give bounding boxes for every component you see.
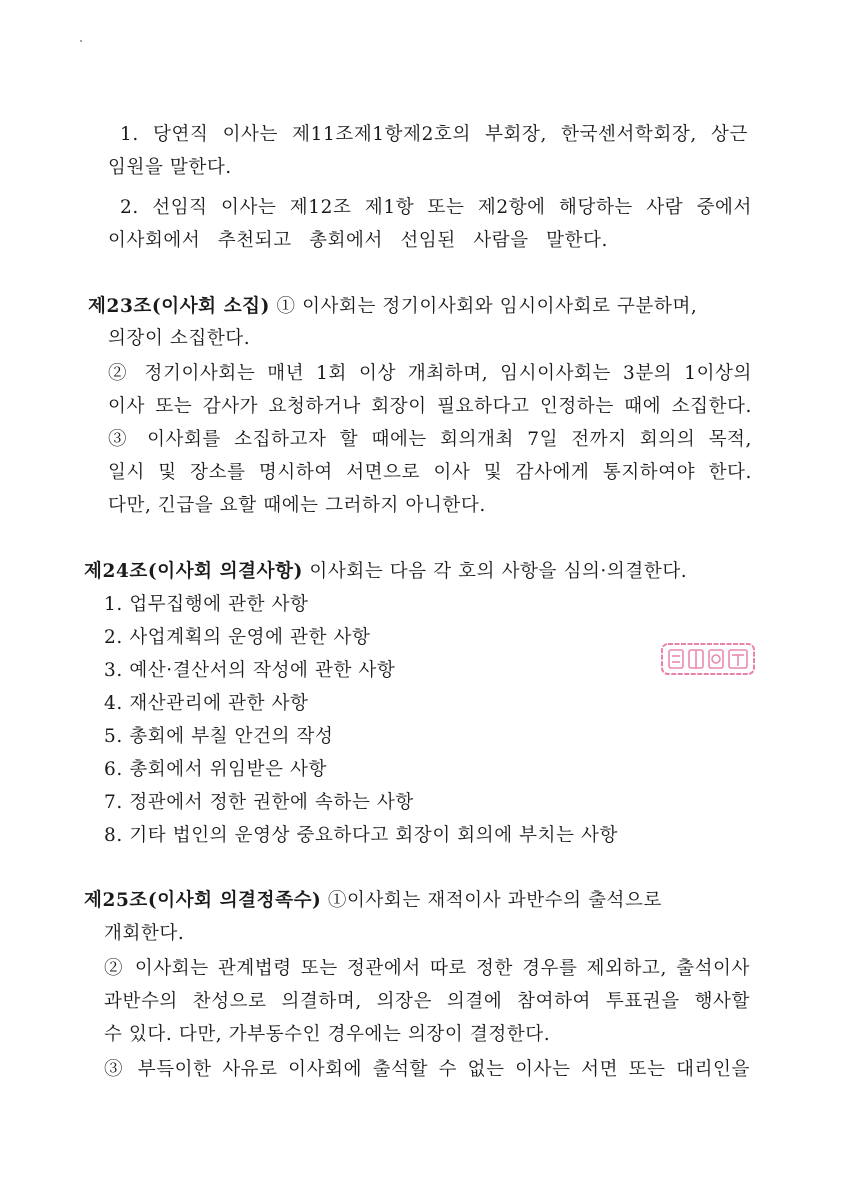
art24-item-8: 8. 기타 법인의 운영상 중요하다고 회장이 회의에 부치는 사항 [104,825,619,846]
art22-item2-line2: 이사회에서 추천되고 총회에서 선임된 사람을 말한다. [108,230,608,251]
art24-heading-line [84,559,687,585]
art24-item-7: 7. 정관에서 정한 권한에 속하는 사항 [104,792,414,813]
seal-stamp [660,642,756,676]
art24-item-5: 5. 총회에 부칠 안건의 작성 [104,726,334,747]
art22-item1-line2: 임원을 말한다. [108,157,232,178]
art24-title: 제24조(이사회 의결사항) [84,561,303,582]
art24-item-6: 6. 총회에서 위임받은 사항 [104,759,328,780]
art25-para3-line1: ③ 부득이한 사유로 이사회에 출석할 수 없는 이사는 서면 또는 대리인을 [104,1059,750,1080]
art25-para2-line3: 수 있다. 다만, 가부동수인 경우에는 의장이 결정한다. [104,1024,551,1045]
art24-item-2: 2. 사업계획의 운영에 관한 사항 [104,627,371,648]
art23-title: 제23조(이사회 소집) [88,296,270,317]
art25-para1-line2: 개회한다. [104,923,185,944]
art23-para3-line2: 일시 및 장소를 명시하여 서면으로 이사 및 감사에게 통지하여야 한다. [108,462,752,483]
scan-speck [80,40,82,42]
art23-para3-line1: ③ 이사회를 소집하고자 할 때에는 회의개최 7일 전까지 회의의 목적, [108,429,752,450]
art24-item-3: 3. 예산·결산서의 작성에 관한 사항 [104,660,396,681]
art25-para2-line2: 과반수의 찬성으로 의결하며, 의장은 의결에 참여하여 투표권을 행사할 [104,991,750,1012]
art22-item2-line1: 2. 선임직 이사는 제12조 제1항 또는 제2항에 해당하는 사람 중에서 [120,197,752,218]
art23-para2-line1: ② 정기이사회는 매년 1회 이상 개최하며, 임시이사회는 3분의 1이상의 [108,363,752,384]
art25-title: 제25조(이사회 의결정족수) [84,890,322,911]
art23-heading-line [88,294,697,320]
art25-para1-line1: ①이사회는 재적이사 과반수의 출석으로 [327,890,662,911]
art24-item-4: 4. 재산관리에 관한 사항 [104,693,309,714]
art25-heading-line [84,888,662,914]
art22-item1-line1: 1. 당연직 이사는 제11조제1항제2호의 부회장, 한국센서학회장, 상근 [120,124,748,145]
art25-para2-line1: ② 이사회는 관계법령 또는 정관에서 따로 정한 경우를 제외하고, 출석이사 [104,958,750,979]
art24-intro: 이사회는 다음 각 호의 사항을 심의·의결한다. [309,561,688,582]
art24-item-1: 1. 업무집행에 관한 사항 [104,594,309,615]
art23-para1-line2: 의장이 소집한다. [108,328,251,349]
art23-para3-line3: 다만, 긴급을 요할 때에는 그러하지 아니한다. [108,495,486,516]
art23-para1-line1: ① 이사회는 정기이사회와 임시이사회로 구분하며, [276,296,698,317]
art23-para2-line2: 이사 또는 감사가 요청하거나 회장이 필요하다고 인정하는 때에 소집한다. [108,396,752,417]
